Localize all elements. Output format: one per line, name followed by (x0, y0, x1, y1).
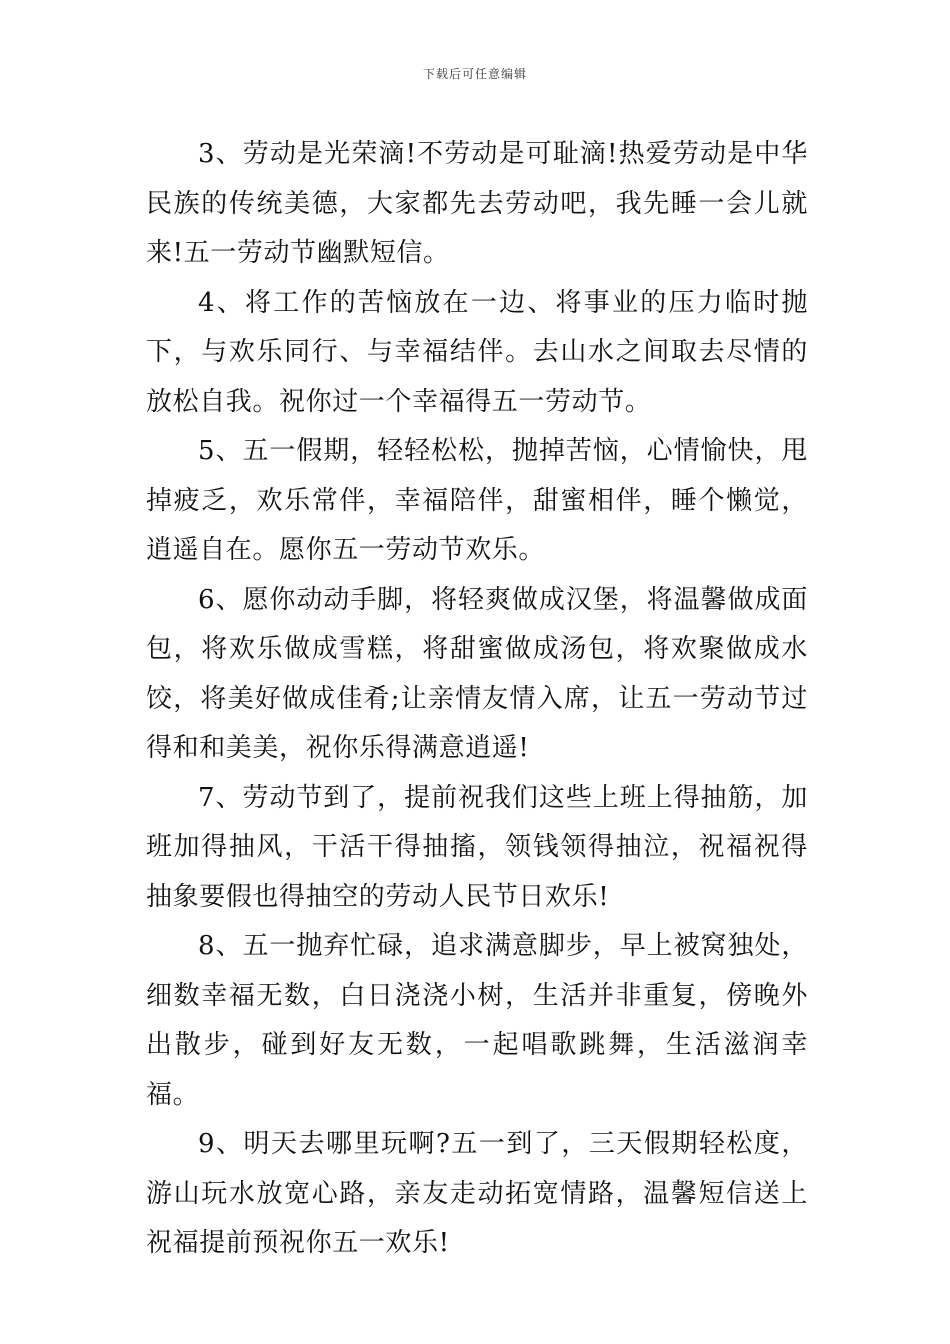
paragraph-9: 9、明天去哪里玩啊?五一到了，三天假期轻松度，游山玩水放宽心路，亲友走动拓宽情路，温馨短信送上祝福提前预祝你五一欢乐! (146, 1129, 808, 1258)
paragraph-7: 7、劳动节到了，提前祝我们这些上班上得抽筋，加班加得抽风，干活干得抽搐，领钱领得抽泣，祝福祝得抽象要假也得抽空的劳动人民节日欢乐! (146, 782, 808, 912)
page-header: 下载后可任意编辑 (422, 67, 527, 81)
paragraph-4: 4、将工作的苦恼放在一边、将事业的压力临时抛下，与欢乐同行、与幸福结伴。去山水之间取去尽情的放松自我。祝你过一个幸福得五一劳动节。 (146, 287, 808, 417)
paragraph-6: 6、愿你动动手脚，将轻爽做成汉堡，将温馨做成面包，将欢乐做成雪糕，将甜蜜做成汤包，将欢聚做成水饺，将美好做成佳肴;让亲情友情入席，让五一劳动节过得和和美美，祝你乐得满意逍遥! (146, 584, 808, 763)
document-body (146, 130, 808, 1269)
paragraph-5: 5、五一假期，轻轻松松，抛掉苦恼，心情愉快，甩掉疲乏，欢乐常伴，幸福陪伴，甜蜜相伴，睡个懒觉，逍遥自在。愿你五一劳动节欢乐。 (146, 436, 808, 565)
paragraph-3: 3、劳动是光荣滴!不劳动是可耻滴!热爱劳动是中华民族的传统美德，大家都先去劳动吧，我先睡一会儿就来!五一劳动节幽默短信。 (146, 139, 808, 268)
paragraph-8: 8、五一抛弃忙碌，追求满意脚步，早上被窝独处，细数幸福无数，白日浇浇小树，生活并非重复，傍晚外出散步，碰到好友无数，一起唱歌跳舞，生活滋润幸福。 (146, 931, 808, 1110)
